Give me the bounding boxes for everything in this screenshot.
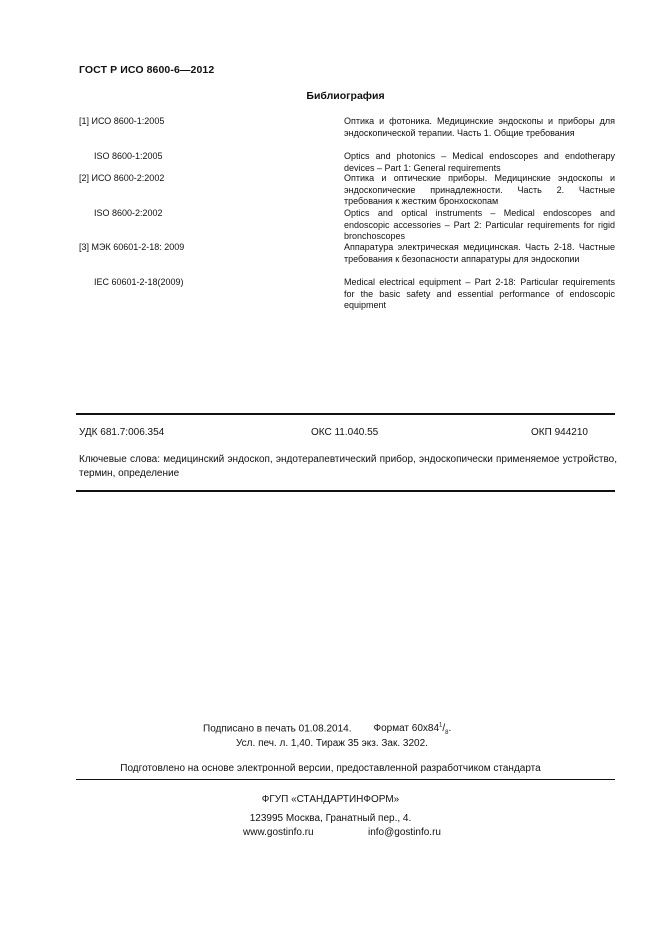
bibliography-title: Библиография: [306, 90, 385, 102]
bib-ref-code: ISO 8600-1:2005: [94, 151, 163, 161]
keywords: Ключевые слова: медицинский эндоскоп, эндотерапевтический прибор, эндоскопически применяемое устройство, термин, определение: [79, 454, 617, 479]
divider-middle: [76, 490, 615, 492]
bib-ref-text: Optics and optical instruments – Medical endoscopes and endoscopic accessories – Part 2: Particular requirements for rigid bronchoscopes: [344, 208, 615, 241]
bib-ref-code: ISO 8600-2:2002: [94, 208, 163, 218]
bib-ref-text: Medical electrical equipment – Part 2-18: Particular requirements for the basic safety and essential performance of endoscopic equipment: [344, 277, 615, 310]
document-code: ГОСТ Р ИСО 8600-6—2012: [79, 64, 215, 76]
publisher-address: 123995 Москва, Гранатный пер., 4.: [249, 813, 412, 824]
divider-bottom: [76, 779, 615, 780]
okp-code: ОКП 944210: [531, 427, 588, 438]
publisher-website[interactable]: www.gostinfo.ru: [243, 827, 314, 838]
bib-ref-code: [3] МЭК 60601-2-18: 2009: [79, 242, 185, 252]
bib-ref-text: Оптика и оптические приборы. Медицинские эндоскопы и эндоскопические принадлежности. Часть 2. Частные требования к жестким бронхоскопам: [344, 173, 615, 206]
bib-ref-code: IEC 60601-2-18(2009): [94, 277, 184, 287]
publisher-name: ФГУП «СТАНДАРТИНФОРМ»: [261, 794, 400, 805]
signed-date: Подписано в печать 01.08.2014.: [203, 723, 352, 735]
prepared-note: Подготовлено на основе электронной версии, предоставленной разработчиком стандарта: [120, 763, 541, 774]
imprint-signed-line: [203, 723, 451, 736]
bib-ref-code: [2] ИСО 8600-2:2002: [79, 173, 165, 183]
divider-top: [76, 413, 615, 415]
oks-code: ОКС 11.040.55: [311, 427, 379, 438]
bib-ref-text: Optics and photonics – Medical endoscopes and endotherapy devices – Part 1: General requirements: [344, 151, 615, 173]
bib-ref-code: [1] ИСО 8600-1:2005: [79, 116, 165, 126]
print-run-line: Усл. печ. л. 1,40. Тираж 35 экз. Зак. 3202.: [236, 738, 428, 749]
udk-code: УДК 681.7:006.354: [79, 427, 165, 438]
publisher-email[interactable]: info@gostinfo.ru: [368, 827, 441, 838]
bib-ref-text: Аппаратура электрическая медицинская. Часть 2-18. Частные требования к безопасности аппаратуры для эндоскопии: [344, 242, 615, 264]
bib-ref-text: Оптика и фотоника. Медицинские эндоскопы и приборы для эндоскопической терапии. Часть 1. Общие требования: [344, 116, 615, 138]
paper-format: Формат $60х84^1/_8$.: [373, 723, 452, 737]
